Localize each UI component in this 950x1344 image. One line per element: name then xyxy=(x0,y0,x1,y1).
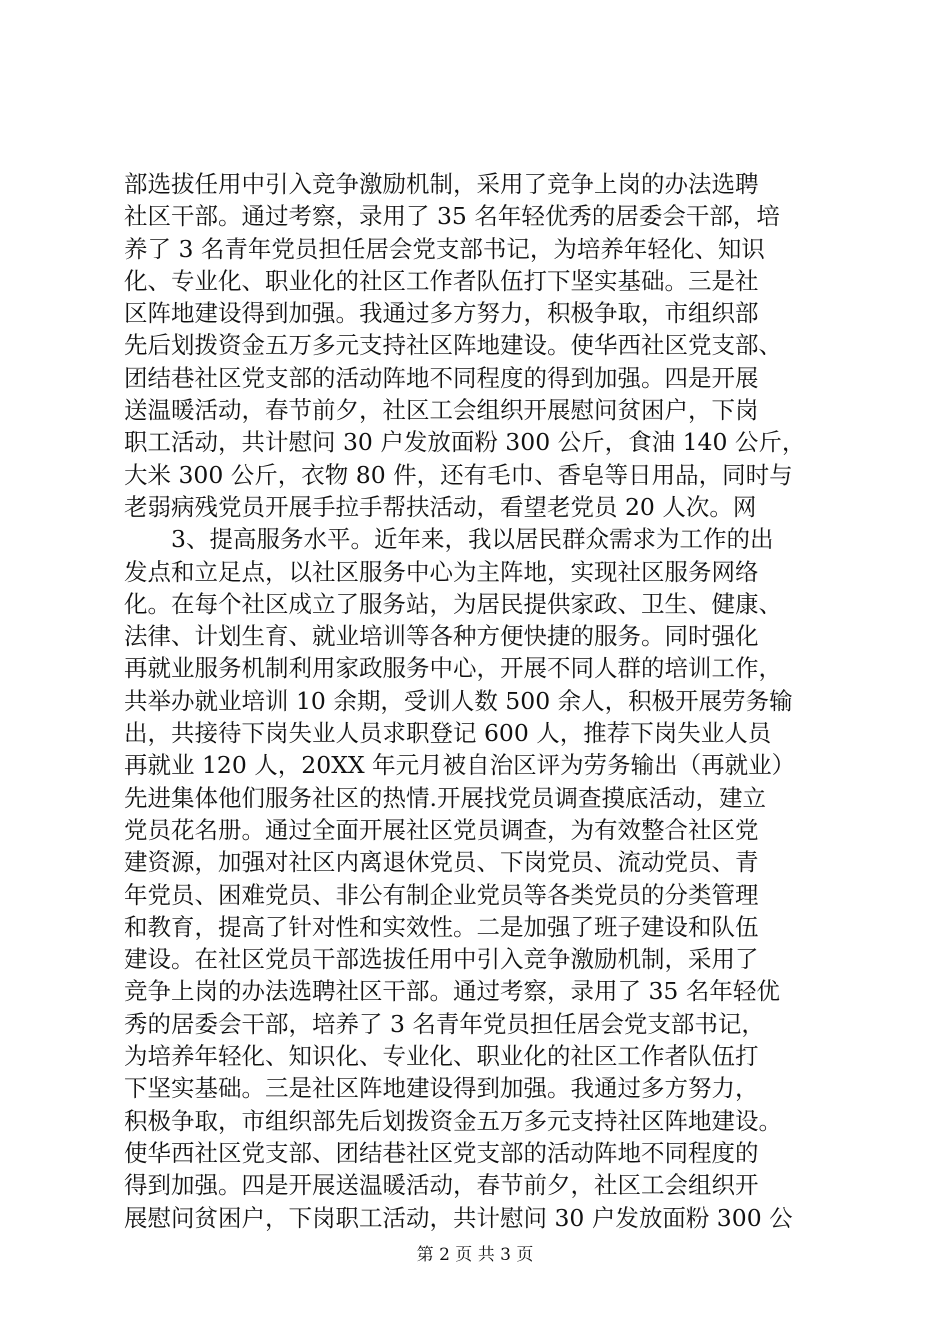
text-line: 建设。在社区党员干部选拔任用中引入竞争激励机制，采用了 xyxy=(124,945,759,974)
text-line: 积极争取，市组织部先后划拨资金五万多元支持社区阵地建设。 xyxy=(124,1106,782,1135)
text-line: 秀的居委会干部，培养了 3 名青年党员担任居会党支部书记， xyxy=(124,1009,765,1038)
text-line: 使华西社区党支部、团结巷社区党支部的活动阵地不同程度的 xyxy=(124,1138,759,1167)
text-line: 再就业 120 人，20XX 年元月被自治区评为劳务输出（再就业） xyxy=(124,751,796,780)
text-line: 出，共接待下岗失业人员求职登记 600 人，推荐下岗失业人员 xyxy=(124,719,772,748)
text-line: 职工活动，共计慰问 30 户发放面粉 300 公斤，食油 140 公斤， xyxy=(124,428,806,457)
text-line: 先后划拨资金五万多元支持社区阵地建设。使华西社区党支部、 xyxy=(124,331,782,360)
text-line: 发点和立足点，以社区服务中心为主阵地，实现社区服务网络 xyxy=(124,557,759,586)
text-line: 得到加强。四是开展送温暖活动，春节前夕，社区工会组织开 xyxy=(124,1171,759,1200)
text-line: 大米 300 公斤，衣物 80 件，还有毛巾、香皂等日用品，同时与 xyxy=(124,460,793,489)
text-line: 先进集体他们服务社区的热情.开展找党员调查摸底活动，建立 xyxy=(124,783,766,812)
text-line: 送温暖活动，春节前夕，社区工会组织开展慰问贫困户，下岗 xyxy=(124,396,759,425)
text-line: 下坚实基础。三是社区阵地建设得到加强。我通过多方努力， xyxy=(124,1074,759,1103)
text-line: 化。在每个社区成立了服务站，为居民提供家政、卫生、健康、 xyxy=(124,589,782,618)
text-line: 党员花名册。通过全面开展社区党员调查，为有效整合社区党 xyxy=(124,815,759,844)
text-line: 共举办就业培训 10 余期，受训人数 500 余人，积极开展劳务输 xyxy=(124,686,793,715)
text-line: 区阵地建设得到加强。我通过多方努力，积极争取，市组织部 xyxy=(124,299,759,328)
text-line: 部选拔任用中引入竞争激励机制，采用了竞争上岗的办法选聘 xyxy=(124,170,759,198)
body-text xyxy=(124,168,844,1234)
text-line: 法律、计划生育、就业培训等各种方便快捷的服务。同时强化 xyxy=(124,622,759,651)
text-line: 养了 3 名青年党员担任居会党支部书记，为培养年轻化、知识 xyxy=(124,234,765,263)
text-line: 展慰问贫困户，下岗职工活动，共计慰问 30 户发放面粉 300 公 xyxy=(124,1203,793,1232)
text-line: 年党员、困难党员、非公有制企业党员等各类党员的分类管理 xyxy=(124,880,759,909)
text-line: 竞争上岗的办法选聘社区干部。通过考察，录用了 35 名年轻优 xyxy=(124,977,780,1006)
text-line: 化、专业化、职业化的社区工作者队伍打下坚实基础。三是社 xyxy=(124,266,759,295)
text-line: 和教育，提高了针对性和实效性。二是加强了班子建设和队伍 xyxy=(124,912,759,941)
text-line: 社区干部。通过考察，录用了 35 名年轻优秀的居委会干部，培 xyxy=(124,202,780,231)
text-line: 再就业服务机制利用家政服务中心，开展不同人群的培训工作， xyxy=(124,654,782,683)
text-line: 团结巷社区党支部的活动阵地不同程度的得到加强。四是开展 xyxy=(124,363,759,392)
text-line: 为培养年轻化、知识化、专业化、职业化的社区工作者队伍打 xyxy=(124,1042,759,1071)
text-line: 建资源，加强对社区内离退休党员、下岗党员、流动党员、青 xyxy=(124,848,759,877)
page-footer: 第 2 页 共 3 页 xyxy=(416,1245,534,1265)
text-line: 3、提高服务水平。近年来，我以居民群众需求为工作的出 xyxy=(124,525,774,554)
text-line: 老弱病残党员开展手拉手帮扶活动，看望老党员 20 人次。网 xyxy=(124,492,757,521)
